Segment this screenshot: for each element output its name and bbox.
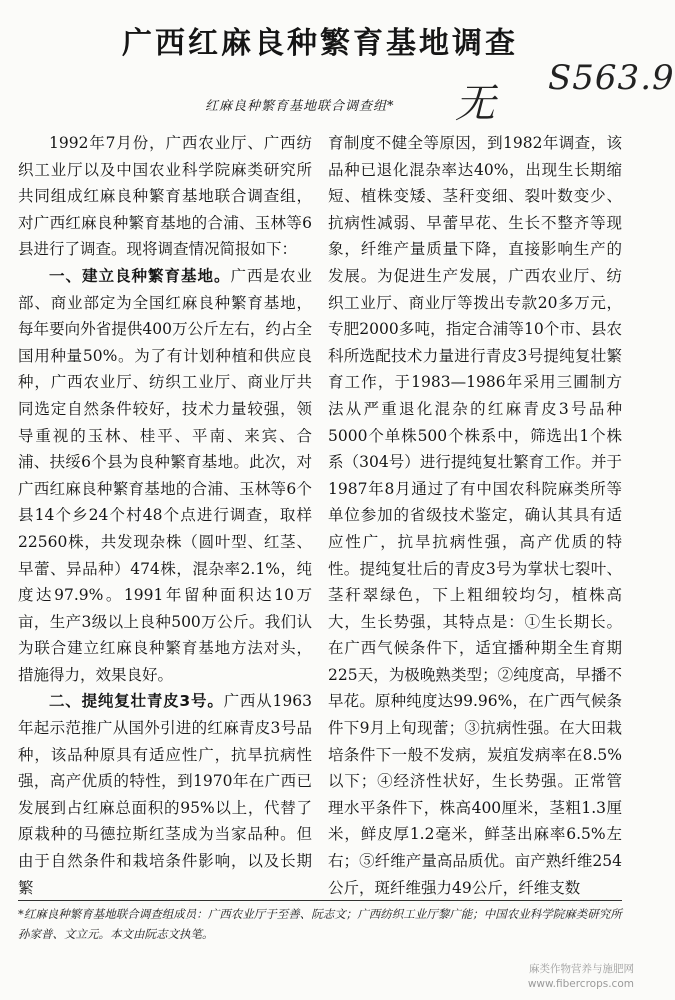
paragraph <box>18 130 312 263</box>
watermark-line: www.fibercrops.com <box>527 978 634 990</box>
footnote: *红麻良种繁育基地联合调查组成员：广西农业厅于至善、阮志文；广西纺织工业厅黎广能；中国农业科学院麻类研究所孙家普、文立元。本文由阮志文执笔。 <box>18 907 622 941</box>
paragraph-text: 广西从1963年起示范推广从国外引进的红麻青皮3号品种，该品种原具有适应性广，抗旱抗病性强，高产优质的特性，到1970年在广西已发展到占红麻总面积的95%以上，代替了原栽种的马德拉斯红茎成为当家品种。但由于自然条件和栽培条件影响，以及长期繁 <box>18 692 312 897</box>
section-heading: 二、提纯复壮青皮3号。 <box>49 692 224 711</box>
left-column <box>18 130 312 897</box>
right-column <box>328 130 622 897</box>
handwritten-classification-code: S563.9 <box>548 58 675 98</box>
paragraph-text: 1992年7月份，广西农业厅、广西纺织工业厅以及中国农业科学院麻类研究所共同组成红麻良种繁育基地联合调查组，对广西红麻良种繁育基地的合浦、玉林等6县进行了调查。现将调查情况简报如下： <box>18 134 312 259</box>
article-title: 广西红麻良种繁育基地调查 <box>122 26 518 61</box>
paragraph <box>328 130 622 901</box>
body-columns <box>18 130 622 897</box>
watermark-line: 麻类作物营养与施肥网 <box>529 963 634 975</box>
paragraph-text: 育制度不健全等原因，到1982年调查，该品种已退化混杂率达40%，出现生长期缩短、植株变矮、茎秆变细、裂叶数变少、抗病性减弱、早蕾早花、生长不整齐等现象，纤维产量质量下降，直接影响生产的发展。为促进生产发展，广西农业厅、纺织工业厅、商业厅等拨出专款20多万元，专肥2000多吨，指定合浦等10个市、县农科所选配技术力量进行青皮3号提纯复壮繁育工作，于1983—1986年采用三圃制方法从严重退化混杂的红麻青皮3号品种5000个单株500个株系中，筛选出1个株系（304号）进行提纯复壮繁育工作。并于1987年8月通过了有中国农科院麻类所等单位参加的省级技术鉴定，确认其具有适应性广，抗旱抗病性强，高产优质的特性。提纯复壮后的青皮3号为掌状七裂叶、茎秆翠绿色，下上粗细较均匀，植株高大，生长势强，其特点是：①生长期长。在广西气候条件下，适宜播种期全生育期225天，为极晚熟类型；②纯度高，早播不早花。原种纯度达99.96%，在广西气候条件下9月上旬现蕾；③抗病性强。在大田栽培条件下一般不发病，炭疽发病率在8.5%以下；④经济性状好，生长势强。正常管理水平条件下，株高400厘米，茎粗1.3厘米，鲜皮厚1.2毫米，鲜茎出麻率6.5%左右；⑤纤维产量高品质优。亩产熟纤维254公斤，斑纤维强力49公斤，纤维支数 <box>328 134 622 897</box>
paragraph <box>18 263 312 689</box>
section-heading: 一、建立良种繁育基地。 <box>49 266 231 285</box>
footnote-divider <box>18 900 622 901</box>
handwritten-annotation: 无 <box>455 81 495 127</box>
paragraph-text: 广西是农业部、商业部定为全国红麻良种繁育基地，每年要向外省提供400万公斤左右，约占全国用种量50%。为了有计划种植和供应良种，广西农业厅、纺织工业厅、商业厅共同选定自然条件较好，技术力量较强，领导重视的玉林、桂平、平南、来宾、合浦、扶绥6个县为良种繁育基地。此次，对广西红麻良种繁育基地的合浦、玉林等6个县14个乡24个村48个点进行调查，取样22560株，共发现杂株（圆叶型、红茎、早蕾、异品种）474株，混杂率2.1%，纯度达97.9%。1991年留种面积达10万亩，生产3级以上良种500万公斤。我们认为联合建立红麻良种繁育基地方法对头，措施得力，效果良好。 <box>18 266 312 684</box>
paragraph <box>18 688 312 901</box>
author-byline: 红麻良种繁育基地联合调查组* <box>205 99 395 114</box>
site-watermark <box>528 962 634 992</box>
